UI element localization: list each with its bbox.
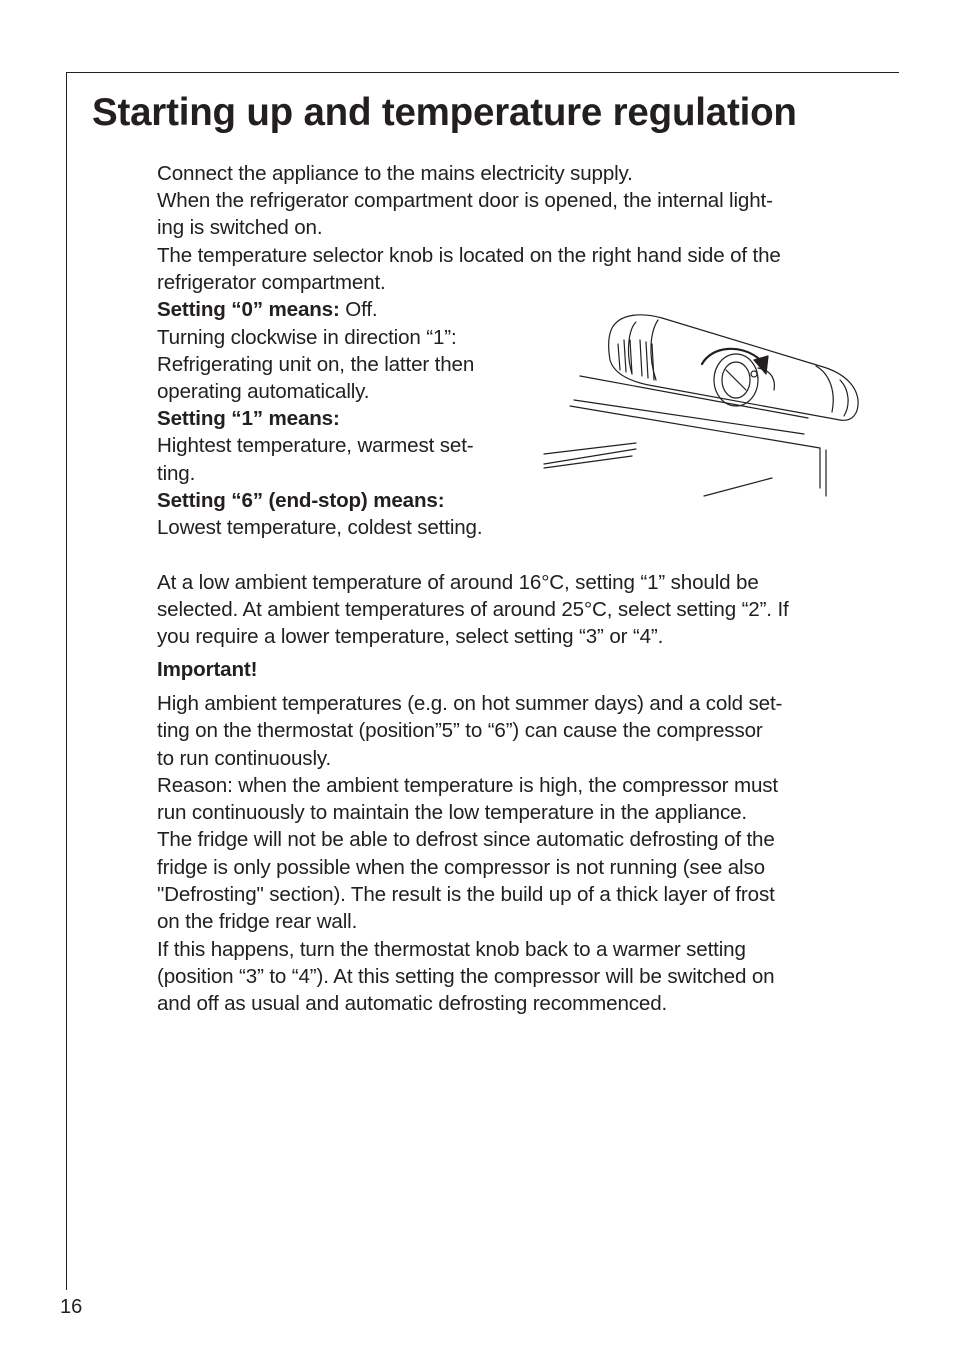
setting-0-value: Off. (339, 298, 378, 321)
paragraph-line: you require a lower temperature, select setting “3” or “4”. (157, 625, 664, 648)
paragraph-line: The fridge will not be able to defrost since automatic defrosting of the (157, 828, 775, 851)
paragraph-line: to run continuously. (157, 747, 332, 770)
paragraph-line: ting on the thermostat (position”5” to “6”) can cause the compressor (157, 719, 763, 742)
paragraph-line: Refrigerating unit on, the latter then (157, 353, 475, 376)
frame-top-rule (66, 72, 899, 73)
paragraph-line: Connect the appliance to the mains electricity supply. (157, 162, 633, 185)
important-heading: Important! (157, 658, 258, 681)
paragraph-line: Turning clockwise in direction “1”: (157, 326, 457, 349)
paragraph-line: High ambient temperatures (e.g. on hot summer days) and a cold set- (157, 692, 783, 715)
frame-left-rule (66, 72, 67, 1290)
paragraph-line: fridge is only possible when the compressor is not running (see also (157, 856, 765, 879)
setting-0-line (157, 296, 377, 323)
paragraph-line: Lowest temperature, coldest setting. (157, 516, 483, 539)
paragraph-line: Hightest temperature, warmest set- (157, 434, 474, 457)
setting-1-label: Setting “1” means: (157, 407, 340, 430)
paragraph-line: "Defrosting" section). The result is the build up of a thick layer of frost (157, 883, 775, 906)
paragraph-line: The temperature selector knob is located on the right hand side of the (157, 244, 781, 267)
page-number: 16 (60, 1296, 83, 1318)
paragraph-line: and off as usual and automatic defrosting recommenced. (157, 992, 668, 1015)
paragraph-line: ing is switched on. (157, 216, 323, 239)
paragraph-line: (position “3” to “4”). At this setting the compressor will be switched on (157, 965, 775, 988)
paragraph-line: operating automatically. (157, 380, 370, 403)
paragraph-line: selected. At ambient temperatures of around 25°C, select setting “2”. If (157, 598, 789, 621)
thermostat-knob-illustration (540, 300, 870, 500)
paragraph-line: run continuously to maintain the low temperature in the appliance. (157, 801, 747, 824)
paragraph-line: When the refrigerator compartment door is opened, the internal light- (157, 189, 773, 212)
paragraph-line: ting. (157, 462, 196, 485)
paragraph-line: If this happens, turn the thermostat knob back to a warmer setting (157, 938, 746, 961)
setting-6-label: Setting “6” (end-stop) means: (157, 489, 445, 512)
paragraph-line: At a low ambient temperature of around 16°C, setting “1” should be (157, 571, 759, 594)
page-title: Starting up and temperature regulation (92, 91, 797, 134)
paragraph-line: Reason: when the ambient temperature is high, the compressor must (157, 774, 778, 797)
paragraph-line: refrigerator compartment. (157, 271, 386, 294)
paragraph-line: on the fridge rear wall. (157, 910, 358, 933)
setting-0-label: Setting “0” means: (157, 298, 340, 321)
